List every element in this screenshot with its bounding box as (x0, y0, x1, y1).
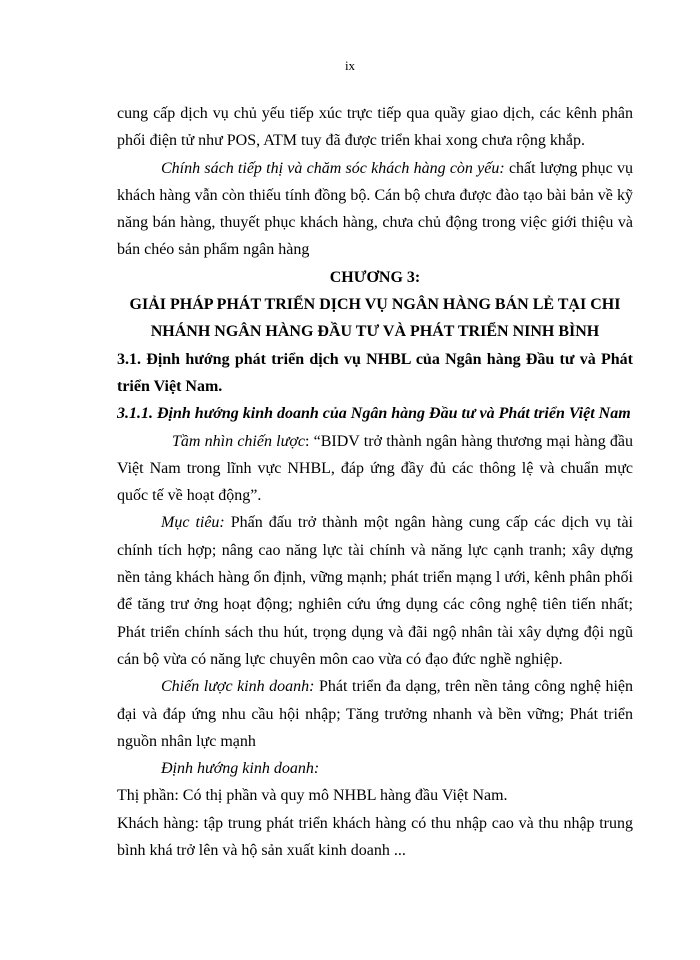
vision-lead: Tầm nhìn chiến lược (172, 432, 305, 450)
strategy-body: Phát triển đa dạng, trên nền tảng công nghệ hiện đại và đáp ứng nhu cầu hội nhập; Tăng trưởng nhanh và bền vững; Phát triển nguồn nhân lực mạnh (117, 678, 634, 750)
chapter-title-line2: NHÁNH NGÂN HÀNG ĐẦU TƯ VÀ PHÁT TRIỂN NINH BÌNH (150, 323, 600, 341)
goal-body: Phấn đấu trở thành một ngân hàng cung cấp các dịch vụ tài chính tích hợp; nâng cao năng lực tài chính và năng lực cạnh tranh; xây dựng nền tảng khách hàng ổn định, vững mạnh; phát triển mạng l ưới, kênh phân phối để tăng trư ởng hoạt động; nghiên cứu ứng dụng các công nghệ tiên tiến nhất; Phát triển chính sách thu hút, trọng dụng và đãi ngộ nhân tài xây dựng đội ngũ cán bộ vừa có năng lực chuyên môn cao vừa có đạo đức nghề nghiệp. (117, 514, 634, 668)
section-heading-3-1-1: 3.1.1. Định hướng kinh doanh của Ngân hàng Đầu tư và Phát triển Việt Nam (117, 405, 631, 423)
paragraph-marketing-policy (117, 155, 633, 264)
paragraph-distribution-channels: cung cấp dịch vụ chủ yếu tiếp xúc trực tiếp qua quầy giao dịch, các kênh phân phối điện tử như POS, ATM tuy đã được triển khai xong chưa rộng khắp. (117, 105, 633, 150)
orientation-heading: Định hướng kinh doanh: (161, 760, 320, 778)
paragraph-vision (117, 428, 633, 510)
page-number: ix (344, 58, 356, 73)
section-heading-3-1: 3.1. Định hướng phát triển dịch vụ NHBL của Ngân hàng Đầu tư và Phát triển Việt Nam. (117, 350, 633, 395)
strategy-lead: Chiến lược kinh doanh: (161, 678, 315, 696)
chapter-label: CHƯƠNG 3: (329, 268, 421, 286)
document-body (117, 100, 633, 864)
vision-body: : “BIDV trở thành ngân hàng thương mại hàng đầu Việt Nam trong lĩnh vực NHBL, đáp ứng đầy đủ các thông lệ và chuẩn mực quốc tế về hoạt động”. (117, 432, 634, 505)
marketing-policy-body: chất lượng phục vụ khách hàng vẫn còn thiếu tính đồng bộ. Cán bộ chưa được đào tạo bài bản về kỹ năng bán hàng, thuyết phục khách hàng, chưa chủ động trong việc giới thiệu và bán chéo sản phẩm ngân hàng (117, 159, 634, 259)
goal-lead: Mục tiêu: (161, 514, 225, 532)
paragraph-customers: Khách hàng: tập trung phát triển khách hàng có thu nhập cao và thu nhập trung bình khá trở lên và hộ sản xuất kinh doanh ... (117, 814, 633, 860)
chapter-title-line1: GIẢI PHÁP PHÁT TRIỂN DỊCH VỤ NGÂN HÀNG BÁN LẺ TẠI CHI (129, 296, 621, 314)
paragraph-goal (117, 509, 633, 673)
paragraph-strategy (117, 673, 633, 755)
paragraph-market-share: Thị phần: Có thị phần và quy mô NHBL hàng đầu Việt Nam. (117, 787, 508, 805)
marketing-policy-lead: Chính sách tiếp thị và chăm sóc khách hàng còn yếu: (161, 159, 505, 177)
